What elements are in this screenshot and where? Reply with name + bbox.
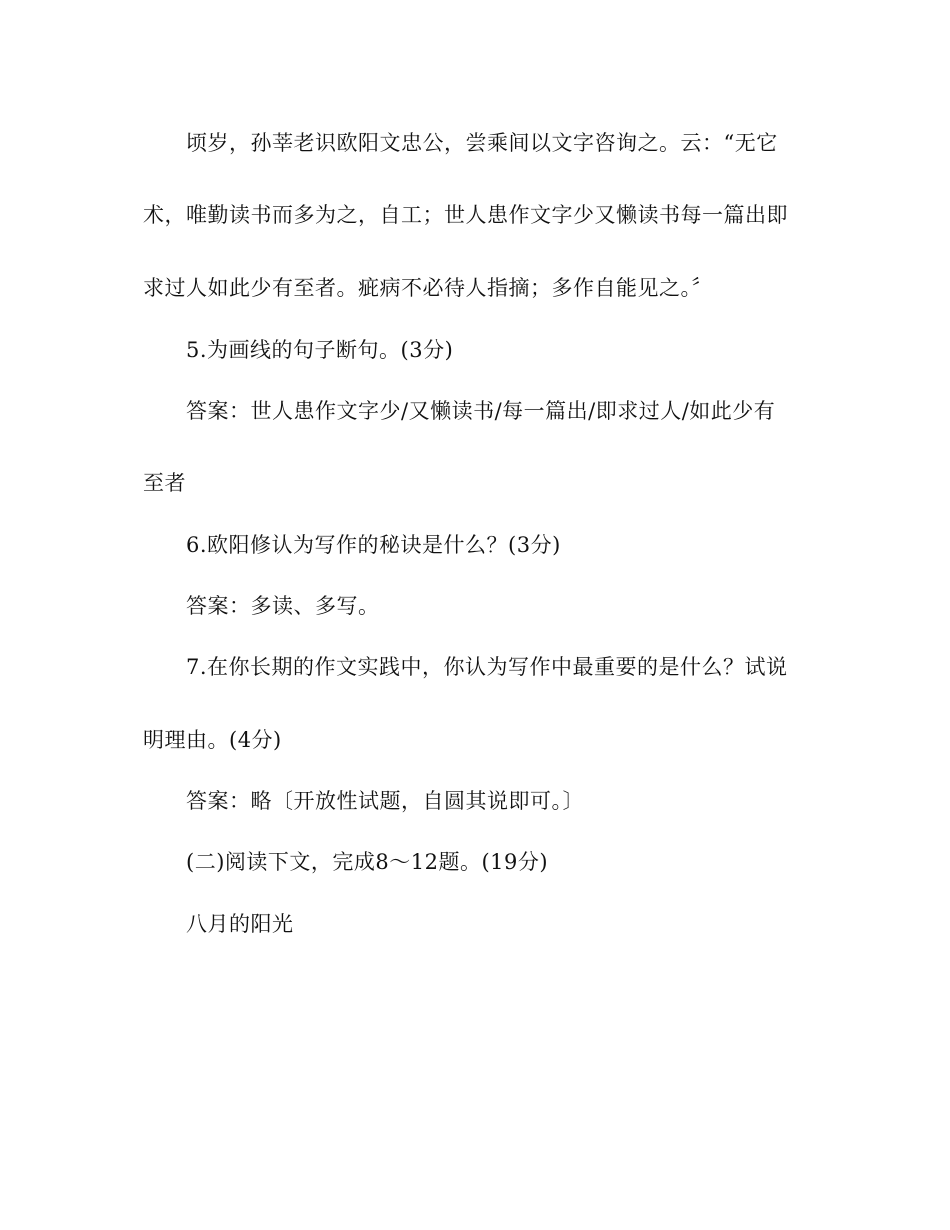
article-title: 八月的阳光 (186, 912, 294, 936)
question-7-answer: 答案：略〔开放性试题，自圆其说即可。〕 (186, 789, 584, 813)
question-5-answer-line-2: 至者 (143, 471, 186, 495)
question-5-prompt: 5.为画线的句子断句。(3分) (186, 338, 454, 362)
passage-line-2: 术，唯勤读书而多为之，自工；世人患作文字少又懒读书每一篇出即 (143, 203, 788, 227)
question-5-answer-line-1: 答案：世人患作文字少/又懒读书/每一篇出/即求过人/如此少有 (186, 399, 776, 423)
passage-line-1: 顷岁，孙莘老识欧阳文忠公，尝乘间以文字咨询之。云：“无它 (186, 131, 778, 155)
question-7-prompt-line-2: 明理由。(4分) (143, 728, 282, 752)
passage-line-3: 求过人如此少有至者。疵病不必待人指摘；多作自能见之。〞 (143, 276, 713, 300)
section-heading: (二)阅读下文，完成8～12题。(19分) (186, 850, 549, 874)
question-6-prompt: 6.欧阳修认为写作的秘诀是什么？(3分) (186, 533, 561, 557)
question-7-prompt-line-1: 7.在你长期的作文实践中，你认为写作中最重要的是什么？试说 (186, 655, 788, 679)
question-6-answer: 答案：多读、多写。 (186, 594, 380, 618)
